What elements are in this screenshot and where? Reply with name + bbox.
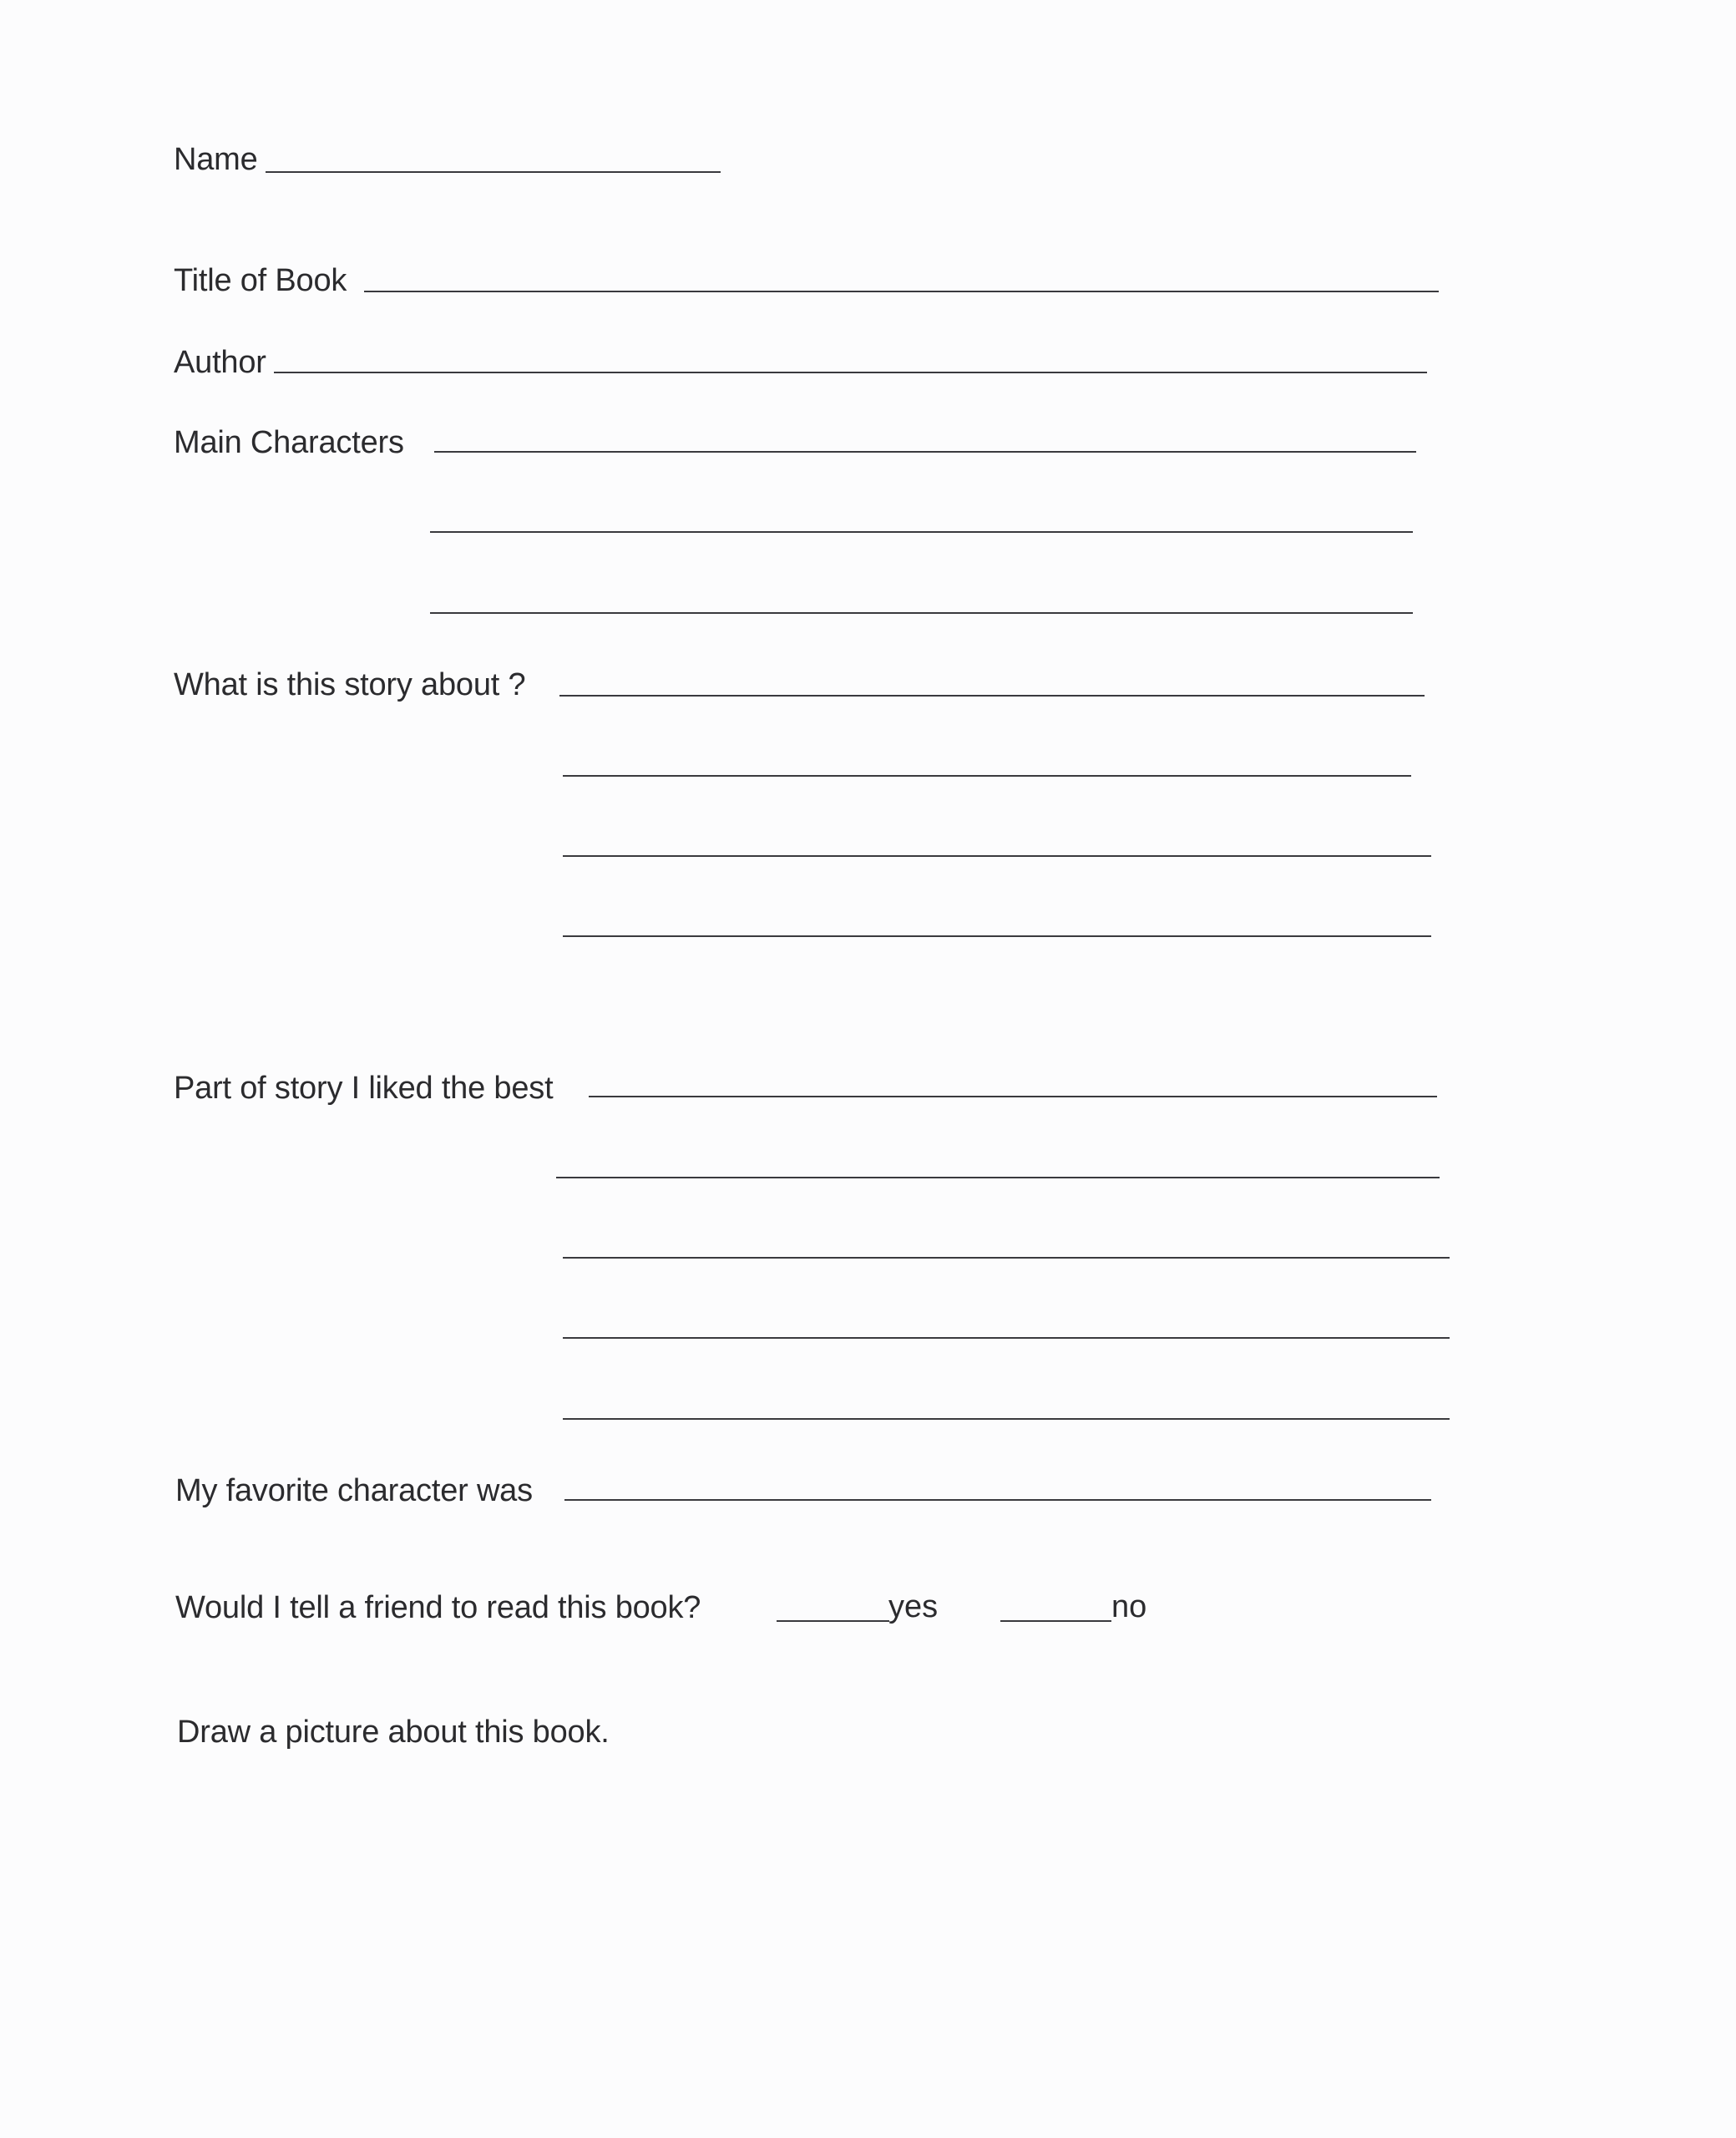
favorite-label: My favorite character was <box>175 1473 533 1508</box>
author-label: Author <box>174 345 266 380</box>
name-blank[interactable] <box>266 171 721 173</box>
best-part-blank-1[interactable] <box>589 1096 1437 1097</box>
name-label: Name <box>174 142 258 177</box>
characters-blank-1[interactable] <box>434 451 1416 453</box>
title-label: Title of Book <box>174 263 347 298</box>
yes-blank[interactable] <box>777 1620 889 1622</box>
story-blank-3[interactable] <box>563 855 1431 857</box>
no-blank[interactable] <box>1000 1620 1111 1622</box>
yes-label: yes <box>888 1589 939 1624</box>
title-blank[interactable] <box>364 291 1439 292</box>
characters-blank-3[interactable] <box>430 612 1413 614</box>
best-part-blank-3[interactable] <box>563 1257 1450 1259</box>
best-part-blank-5[interactable] <box>563 1418 1450 1420</box>
no-label: no <box>1111 1589 1147 1624</box>
best-part-blank-2[interactable] <box>556 1177 1440 1178</box>
characters-label: Main Characters <box>174 425 404 460</box>
recommend-label: Would I tell a friend to read this book? <box>175 1590 701 1625</box>
best-part-label: Part of story I liked the best <box>174 1071 554 1106</box>
best-part-blank-4[interactable] <box>563 1337 1450 1339</box>
author-blank[interactable] <box>274 372 1427 373</box>
draw-label: Draw a picture about this book. <box>177 1715 610 1750</box>
story-blank-2[interactable] <box>563 775 1411 777</box>
favorite-blank[interactable] <box>564 1499 1431 1501</box>
story-blank-4[interactable] <box>563 935 1431 937</box>
story-blank-1[interactable] <box>559 695 1425 697</box>
characters-blank-2[interactable] <box>430 531 1413 533</box>
story-label: What is this story about ? <box>174 667 526 702</box>
